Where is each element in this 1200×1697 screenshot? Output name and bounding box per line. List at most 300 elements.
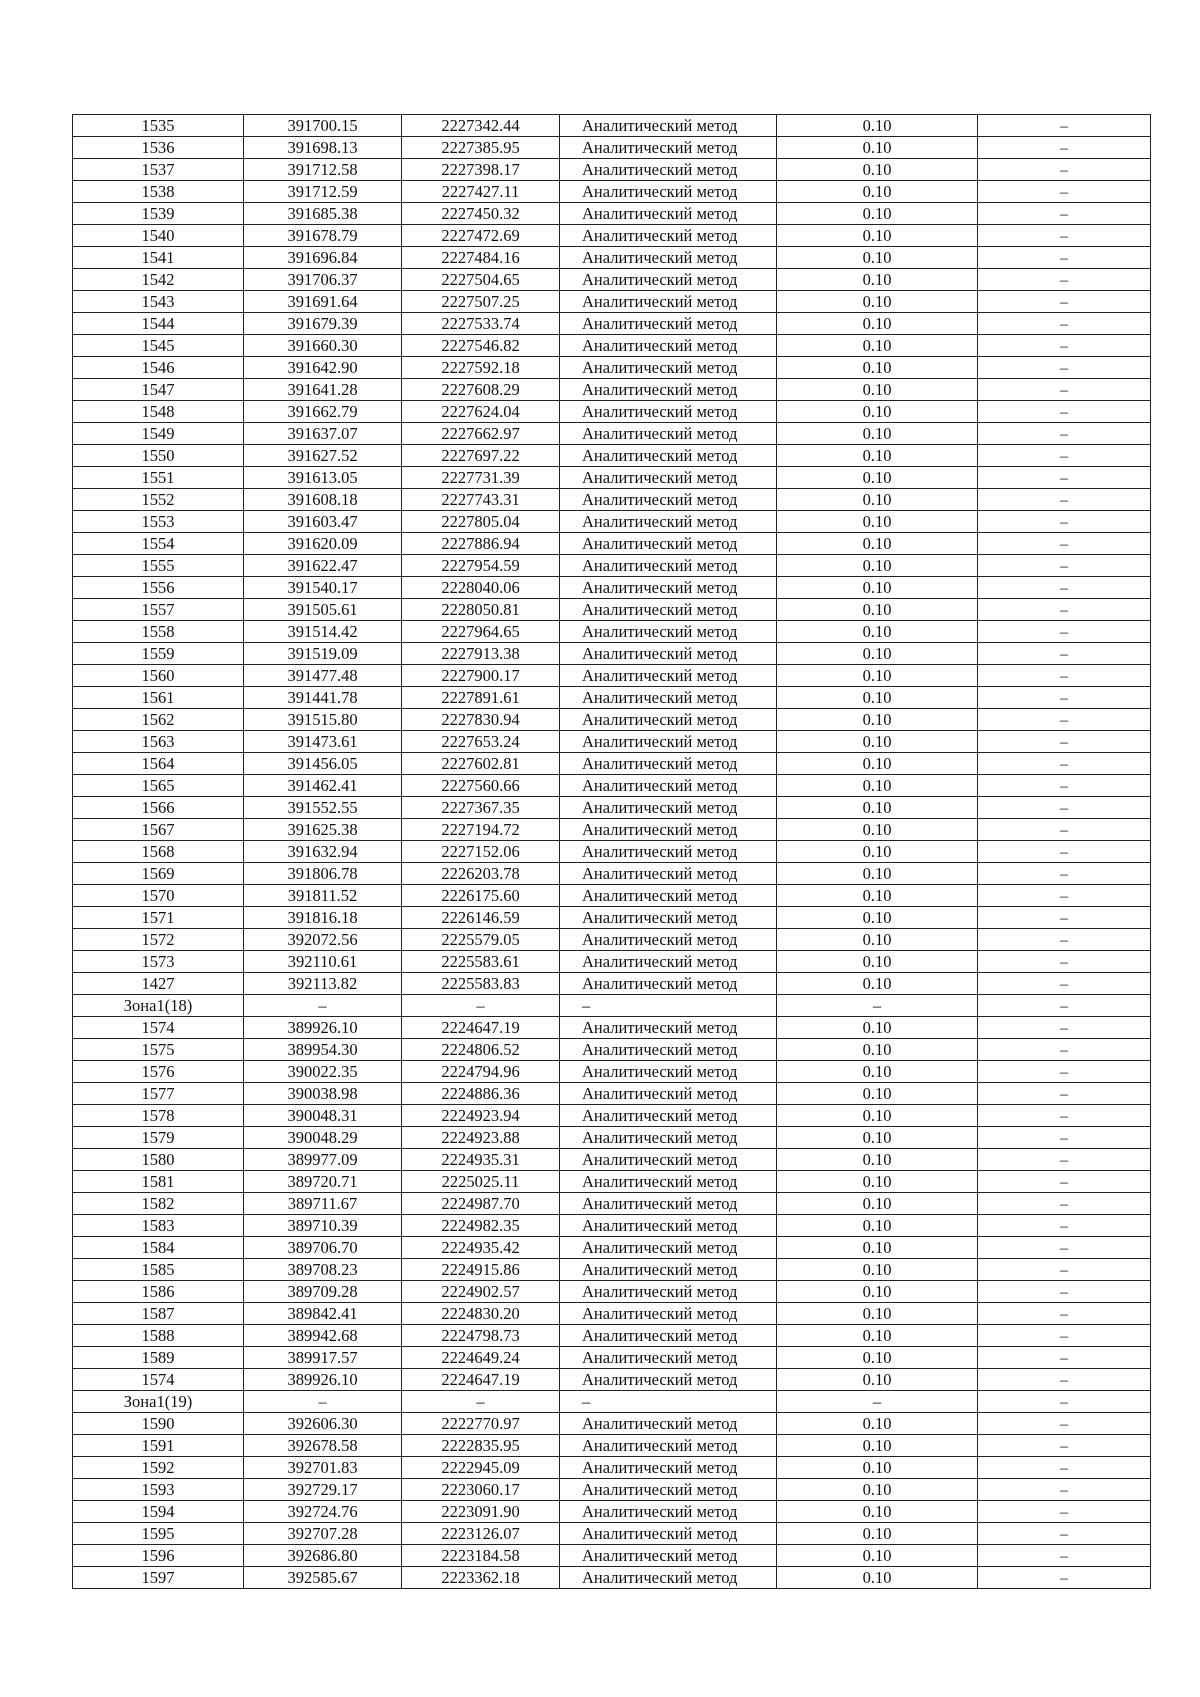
note-cell: – [978,489,1151,511]
point-number-cell: 1541 [73,247,244,269]
method-cell: Аналитический метод [560,1017,777,1039]
table-row [73,863,1151,885]
method-cell: Аналитический метод [560,1369,777,1391]
point-number-cell: 1580 [73,1149,244,1171]
x-coordinate-cell: 391622.47 [244,555,402,577]
method-cell: Аналитический метод [560,1149,777,1171]
point-number-cell: 1576 [73,1061,244,1083]
method-cell: Аналитический метод [560,269,777,291]
method-cell: Аналитический метод [560,797,777,819]
note-cell: – [978,775,1151,797]
note-cell: – [978,225,1151,247]
table-row [73,1061,1151,1083]
table-row [73,1017,1151,1039]
method-cell: Аналитический метод [560,1347,777,1369]
note-cell: – [978,335,1151,357]
note-cell: – [978,159,1151,181]
accuracy-cell: 0.10 [777,709,978,731]
table-row [73,1039,1151,1061]
point-number-cell: 1558 [73,621,244,643]
method-cell: Аналитический метод [560,1567,777,1589]
y-coordinate-cell: 2227830.94 [402,709,560,731]
x-coordinate-cell: 391473.61 [244,731,402,753]
accuracy-cell: 0.10 [777,225,978,247]
table-row [73,1149,1151,1171]
y-coordinate-cell: 2227624.04 [402,401,560,423]
accuracy-cell: 0.10 [777,489,978,511]
y-coordinate-cell: 2224886.36 [402,1083,560,1105]
note-cell: – [978,665,1151,687]
x-coordinate-cell: 391642.90 [244,357,402,379]
accuracy-cell: – [777,995,978,1017]
note-cell: – [978,929,1151,951]
note-cell: – [978,599,1151,621]
table-row [73,1369,1151,1391]
x-coordinate-cell: 389709.28 [244,1281,402,1303]
method-cell: Аналитический метод [560,1303,777,1325]
x-coordinate-cell: 391477.48 [244,665,402,687]
note-cell: – [978,907,1151,929]
accuracy-cell: 0.10 [777,1369,978,1391]
accuracy-cell: 0.10 [777,621,978,643]
y-coordinate-cell: 2226203.78 [402,863,560,885]
table-row [73,445,1151,467]
point-number-cell: 1427 [73,973,244,995]
method-cell: Аналитический метод [560,1105,777,1127]
accuracy-cell: 0.10 [777,533,978,555]
point-number-cell: 1551 [73,467,244,489]
method-cell: Аналитический метод [560,181,777,203]
x-coordinate-cell: 391806.78 [244,863,402,885]
accuracy-cell: 0.10 [777,841,978,863]
y-coordinate-cell: 2224923.94 [402,1105,560,1127]
x-coordinate-cell: 391691.64 [244,291,402,313]
y-coordinate-cell: 2228040.06 [402,577,560,599]
method-cell: Аналитический метод [560,247,777,269]
x-coordinate-cell: 389706.70 [244,1237,402,1259]
note-cell: – [978,1413,1151,1435]
y-coordinate-cell: 2227152.06 [402,841,560,863]
x-coordinate-cell: 392701.83 [244,1457,402,1479]
method-cell: Аналитический метод [560,731,777,753]
x-coordinate-cell: 391608.18 [244,489,402,511]
y-coordinate-cell: 2224798.73 [402,1325,560,1347]
method-cell: Аналитический метод [560,555,777,577]
table-row [73,885,1151,907]
table-row [73,1435,1151,1457]
accuracy-cell: 0.10 [777,1017,978,1039]
y-coordinate-cell: 2224923.88 [402,1127,560,1149]
note-cell: – [978,1347,1151,1369]
x-coordinate-cell: 391632.94 [244,841,402,863]
method-cell: Аналитический метод [560,137,777,159]
y-coordinate-cell: 2222835.95 [402,1435,560,1457]
table-row [73,137,1151,159]
point-number-cell: 1540 [73,225,244,247]
accuracy-cell: 0.10 [777,1435,978,1457]
table-row [73,1567,1151,1589]
point-number-cell: 1563 [73,731,244,753]
note-cell: – [978,181,1151,203]
method-cell: Аналитический метод [560,841,777,863]
table-row [73,269,1151,291]
accuracy-cell: 0.10 [777,1303,978,1325]
y-coordinate-cell: 2227194.72 [402,819,560,841]
method-cell: Аналитический метод [560,819,777,841]
point-number-cell: 1578 [73,1105,244,1127]
point-number-cell: 1585 [73,1259,244,1281]
x-coordinate-cell: 391637.07 [244,423,402,445]
accuracy-cell: 0.10 [777,1127,978,1149]
x-coordinate-cell: 392072.56 [244,929,402,951]
note-cell: – [978,203,1151,225]
point-number-cell: 1554 [73,533,244,555]
accuracy-cell: 0.10 [777,335,978,357]
point-number-cell: 1581 [73,1171,244,1193]
accuracy-cell: 0.10 [777,401,978,423]
point-number-cell: 1543 [73,291,244,313]
y-coordinate-cell: 2227504.65 [402,269,560,291]
note-cell: – [978,621,1151,643]
method-cell: Аналитический метод [560,1083,777,1105]
note-cell: – [978,1083,1151,1105]
y-coordinate-cell: 2227472.69 [402,225,560,247]
table-row [73,313,1151,335]
note-cell: – [978,115,1151,137]
table-row [73,1215,1151,1237]
table-row [73,665,1151,687]
note-cell: – [978,1105,1151,1127]
table-row [73,1413,1151,1435]
y-coordinate-cell: 2223060.17 [402,1479,560,1501]
table-row [73,753,1151,775]
table-row [73,1325,1151,1347]
accuracy-cell: 0.10 [777,907,978,929]
x-coordinate-cell: 391712.59 [244,181,402,203]
accuracy-cell: 0.10 [777,137,978,159]
point-number-cell: 1566 [73,797,244,819]
method-cell: Аналитический метод [560,1061,777,1083]
x-coordinate-cell: 389917.57 [244,1347,402,1369]
note-cell: – [978,753,1151,775]
point-number-cell: 1573 [73,951,244,973]
note-cell: – [978,1457,1151,1479]
y-coordinate-cell: 2227900.17 [402,665,560,687]
note-cell: – [978,1435,1151,1457]
y-coordinate-cell: 2227342.44 [402,115,560,137]
point-number-cell: 1550 [73,445,244,467]
x-coordinate-cell: 391698.13 [244,137,402,159]
method-cell: Аналитический метод [560,115,777,137]
table-row [73,247,1151,269]
y-coordinate-cell: 2224935.42 [402,1237,560,1259]
point-number-cell: 1537 [73,159,244,181]
x-coordinate-cell: 391505.61 [244,599,402,621]
table-row [73,929,1151,951]
y-coordinate-cell: 2227964.65 [402,621,560,643]
accuracy-cell: 0.10 [777,1259,978,1281]
point-number-cell: 1597 [73,1567,244,1589]
note-cell: – [978,819,1151,841]
accuracy-cell: 0.10 [777,159,978,181]
method-cell: Аналитический метод [560,335,777,357]
method-cell: Аналитический метод [560,621,777,643]
point-number-cell: 1565 [73,775,244,797]
x-coordinate-cell: 389926.10 [244,1369,402,1391]
accuracy-cell: 0.10 [777,1237,978,1259]
y-coordinate-cell: 2223091.90 [402,1501,560,1523]
note-cell: – [978,731,1151,753]
method-cell: Аналитический метод [560,445,777,467]
accuracy-cell: 0.10 [777,357,978,379]
y-coordinate-cell: – [402,1391,560,1413]
note-cell: – [978,1017,1151,1039]
method-cell: Аналитический метод [560,1501,777,1523]
note-cell: – [978,1391,1151,1413]
y-coordinate-cell: 2227450.32 [402,203,560,225]
x-coordinate-cell: 390048.29 [244,1127,402,1149]
method-cell: Аналитический метод [560,357,777,379]
point-number-cell: 1568 [73,841,244,863]
y-coordinate-cell: 2227653.24 [402,731,560,753]
x-coordinate-cell: 391712.58 [244,159,402,181]
accuracy-cell: 0.10 [777,687,978,709]
accuracy-cell: 0.10 [777,1105,978,1127]
method-cell: Аналитический метод [560,291,777,313]
x-coordinate-cell: 391627.52 [244,445,402,467]
note-cell: – [978,379,1151,401]
note-cell: – [978,1193,1151,1215]
accuracy-cell: 0.10 [777,1193,978,1215]
y-coordinate-cell: 2227546.82 [402,335,560,357]
accuracy-cell: 0.10 [777,1083,978,1105]
accuracy-cell: 0.10 [777,115,978,137]
x-coordinate-cell: 392686.80 [244,1545,402,1567]
note-cell: – [978,1259,1151,1281]
table-row [73,357,1151,379]
point-number-cell: 1567 [73,819,244,841]
y-coordinate-cell: 2224982.35 [402,1215,560,1237]
method-cell: Аналитический метод [560,379,777,401]
note-cell: – [978,357,1151,379]
note-cell: – [978,401,1151,423]
method-cell: Аналитический метод [560,1413,777,1435]
note-cell: – [978,137,1151,159]
x-coordinate-cell: 391678.79 [244,225,402,247]
x-coordinate-cell: 392678.58 [244,1435,402,1457]
accuracy-cell: 0.10 [777,1347,978,1369]
accuracy-cell: 0.10 [777,445,978,467]
note-cell: – [978,1303,1151,1325]
accuracy-cell: 0.10 [777,863,978,885]
x-coordinate-cell: 391462.41 [244,775,402,797]
y-coordinate-cell: 2226146.59 [402,907,560,929]
x-coordinate-cell: 391700.15 [244,115,402,137]
note-cell: – [978,533,1151,555]
y-coordinate-cell: 2225025.11 [402,1171,560,1193]
y-coordinate-cell: 2227891.61 [402,687,560,709]
note-cell: – [978,995,1151,1017]
method-cell: Аналитический метод [560,1457,777,1479]
point-number-cell: 1575 [73,1039,244,1061]
point-number-cell: 1593 [73,1479,244,1501]
table-row [73,115,1151,137]
y-coordinate-cell: 2227602.81 [402,753,560,775]
note-cell: – [978,247,1151,269]
y-coordinate-cell: 2225583.83 [402,973,560,995]
table-body [73,115,1151,1589]
note-cell: – [978,797,1151,819]
y-coordinate-cell: 2223126.07 [402,1523,560,1545]
point-number-cell: 1536 [73,137,244,159]
y-coordinate-cell: 2227954.59 [402,555,560,577]
x-coordinate-cell: 391514.42 [244,621,402,643]
x-coordinate-cell: 391685.38 [244,203,402,225]
method-cell: Аналитический метод [560,885,777,907]
table-row [73,819,1151,841]
accuracy-cell: 0.10 [777,731,978,753]
table-row [73,1193,1151,1215]
method-cell: Аналитический метод [560,753,777,775]
x-coordinate-cell: 391816.18 [244,907,402,929]
x-coordinate-cell: 389977.09 [244,1149,402,1171]
table-row [73,709,1151,731]
accuracy-cell: – [777,1391,978,1413]
table-row [73,951,1151,973]
method-cell: Аналитический метод [560,665,777,687]
point-number-cell: 1553 [73,511,244,533]
zone-header-row [73,1391,1151,1413]
accuracy-cell: 0.10 [777,929,978,951]
table-row [73,1237,1151,1259]
note-cell: – [978,1545,1151,1567]
point-number-cell: 1584 [73,1237,244,1259]
table-row [73,181,1151,203]
x-coordinate-cell: 391660.30 [244,335,402,357]
note-cell: – [978,313,1151,335]
y-coordinate-cell: 2227608.29 [402,379,560,401]
x-coordinate-cell: 389710.39 [244,1215,402,1237]
x-coordinate-cell: 389708.23 [244,1259,402,1281]
table-row [73,577,1151,599]
note-cell: – [978,577,1151,599]
point-number-cell: 1545 [73,335,244,357]
table-row [73,1281,1151,1303]
point-number-cell: 1577 [73,1083,244,1105]
y-coordinate-cell: 2227507.25 [402,291,560,313]
accuracy-cell: 0.10 [777,423,978,445]
method-cell: Аналитический метод [560,1523,777,1545]
point-number-cell: 1586 [73,1281,244,1303]
method-cell: Аналитический метод [560,1193,777,1215]
accuracy-cell: 0.10 [777,797,978,819]
method-cell: Аналитический метод [560,1545,777,1567]
point-number-cell: 1594 [73,1501,244,1523]
point-number-cell: 1592 [73,1457,244,1479]
accuracy-cell: 0.10 [777,951,978,973]
x-coordinate-cell: 391552.55 [244,797,402,819]
note-cell: – [978,841,1151,863]
accuracy-cell: 0.10 [777,1457,978,1479]
table-row [73,203,1151,225]
x-coordinate-cell: 391441.78 [244,687,402,709]
table-row [73,973,1151,995]
accuracy-cell: 0.10 [777,665,978,687]
point-number-cell: 1555 [73,555,244,577]
point-number-cell: 1582 [73,1193,244,1215]
x-coordinate-cell: 389842.41 [244,1303,402,1325]
x-coordinate-cell: 392606.30 [244,1413,402,1435]
table-row [73,907,1151,929]
y-coordinate-cell: 2224987.70 [402,1193,560,1215]
table-row [73,335,1151,357]
accuracy-cell: 0.10 [777,577,978,599]
accuracy-cell: 0.10 [777,467,978,489]
table-row [73,1127,1151,1149]
x-coordinate-cell: 390022.35 [244,1061,402,1083]
y-coordinate-cell: 2224806.52 [402,1039,560,1061]
point-number-cell: 1552 [73,489,244,511]
point-number-cell: 1574 [73,1017,244,1039]
x-coordinate-cell: 389926.10 [244,1017,402,1039]
x-coordinate-cell: 392707.28 [244,1523,402,1545]
accuracy-cell: 0.10 [777,1061,978,1083]
method-cell: Аналитический метод [560,489,777,511]
point-number-cell: 1564 [73,753,244,775]
method-cell: Аналитический метод [560,687,777,709]
x-coordinate-cell: 392724.76 [244,1501,402,1523]
note-cell: – [978,291,1151,313]
accuracy-cell: 0.10 [777,1479,978,1501]
x-coordinate-cell: 391603.47 [244,511,402,533]
y-coordinate-cell: 2227662.97 [402,423,560,445]
method-cell: Аналитический метод [560,1039,777,1061]
table-row [73,533,1151,555]
table-row [73,1501,1151,1523]
accuracy-cell: 0.10 [777,1545,978,1567]
y-coordinate-cell: 2222945.09 [402,1457,560,1479]
y-coordinate-cell: 2224794.96 [402,1061,560,1083]
y-coordinate-cell: 2223362.18 [402,1567,560,1589]
point-number-cell: 1591 [73,1435,244,1457]
note-cell: – [978,555,1151,577]
accuracy-cell: 0.10 [777,885,978,907]
x-coordinate-cell: 391515.80 [244,709,402,731]
method-cell: Аналитический метод [560,907,777,929]
x-coordinate-cell: 391456.05 [244,753,402,775]
table-row [73,401,1151,423]
point-number-cell: 1589 [73,1347,244,1369]
accuracy-cell: 0.10 [777,379,978,401]
y-coordinate-cell: 2227484.16 [402,247,560,269]
x-coordinate-cell: 390038.98 [244,1083,402,1105]
note-cell: – [978,1369,1151,1391]
table-row [73,1479,1151,1501]
note-cell: – [978,1281,1151,1303]
point-number-cell: 1538 [73,181,244,203]
y-coordinate-cell: 2227398.17 [402,159,560,181]
note-cell: – [978,1237,1151,1259]
accuracy-cell: 0.10 [777,203,978,225]
method-cell: – [560,995,777,1017]
method-cell: Аналитический метод [560,1435,777,1457]
method-cell: Аналитический метод [560,929,777,951]
x-coordinate-cell: 391662.79 [244,401,402,423]
method-cell: Аналитический метод [560,467,777,489]
method-cell: Аналитический метод [560,775,777,797]
method-cell: Аналитический метод [560,533,777,555]
note-cell: – [978,885,1151,907]
